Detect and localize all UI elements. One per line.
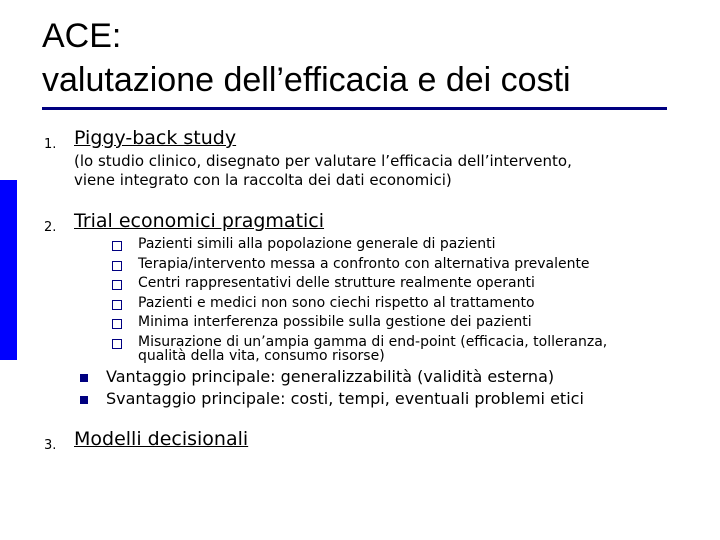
square-bullet-icon xyxy=(112,280,122,290)
sidebar-accent-bottom xyxy=(0,360,17,540)
item-1-description xyxy=(74,152,572,190)
item-1-description-line-1: (lo studio clinico, disegnato per valutare l’efficacia dell’intervento, xyxy=(74,152,572,170)
list-item xyxy=(112,313,607,333)
sidebar-accent-top xyxy=(0,0,17,180)
item-2-heading: Trial economici pragmatici xyxy=(74,210,325,232)
title-underline xyxy=(42,107,667,110)
title-line-2: valutazione dell’efficacia e dei costi xyxy=(42,61,571,99)
subpoint-text xyxy=(138,333,607,367)
list-item xyxy=(112,235,607,255)
list-item xyxy=(80,388,584,410)
subpoint-text: Pazienti simili alla popolazione generale di pazienti xyxy=(138,236,496,252)
subpoint-text: Pazienti e medici non sono ciechi rispetto al trattamento xyxy=(138,294,535,311)
list-item xyxy=(80,366,584,388)
square-bullet-icon xyxy=(112,241,122,251)
subpoint-text: Terapia/intervento messa a confronto con alternativa prevalente xyxy=(138,255,590,272)
subpoint-text-line-2: qualità della vita, consumo risorse) xyxy=(138,347,385,364)
item-1-number: 1. xyxy=(44,137,57,152)
item-3-heading: Modelli decisionali xyxy=(74,428,249,450)
point-text: Vantaggio principale: generalizzabilità (validità esterna) xyxy=(106,367,555,386)
title-line-1: ACE: xyxy=(42,17,122,55)
square-bullet-icon xyxy=(80,396,88,404)
square-bullet-icon xyxy=(112,300,122,310)
item-1-description-line-2: viene integrato con la raccolta dei dati economici) xyxy=(74,171,452,189)
square-bullet-icon xyxy=(112,319,122,329)
item-3-number: 3. xyxy=(44,438,57,453)
list-item xyxy=(112,294,607,314)
square-bullet-icon xyxy=(112,261,122,271)
item-2-number: 2. xyxy=(44,220,57,235)
list-item xyxy=(112,333,607,367)
point-text: Svantaggio principale: costi, tempi, eventuali problemi etici xyxy=(106,389,584,408)
sidebar-accent-blue xyxy=(0,180,17,360)
slide-title xyxy=(42,14,682,102)
square-bullet-icon xyxy=(112,339,122,349)
list-item xyxy=(112,255,607,275)
list-item xyxy=(112,274,607,294)
subpoint-text: Minima interferenza possibile sulla gestione dei pazienti xyxy=(138,314,532,330)
square-bullet-icon xyxy=(80,374,88,382)
subpoint-text-line-1: Misurazione di un’ampia gamma di end-point (efficacia, tolleranza, xyxy=(138,333,608,350)
item-2-point-list xyxy=(80,366,584,410)
subpoint-text: Centri rappresentativi delle strutture realmente operanti xyxy=(138,275,535,291)
item-1-heading: Piggy-back study xyxy=(74,127,237,149)
item-2-subpoint-list xyxy=(112,235,607,366)
